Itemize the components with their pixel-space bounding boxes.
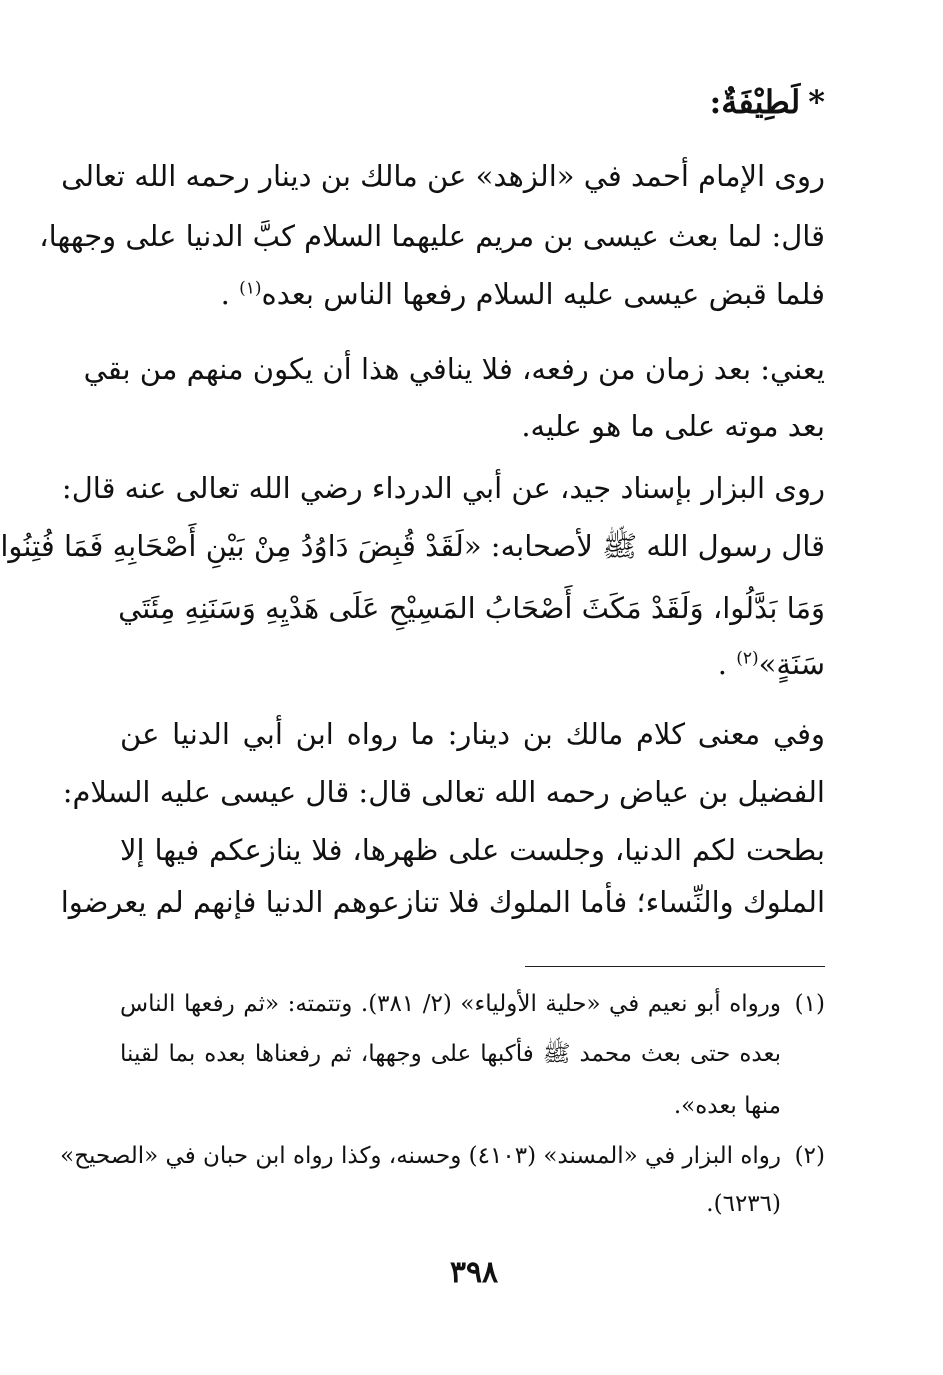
body-line: يعني: بعد زمان من رفعه، فلا ينافي هذا أن يكون منهم من بقي <box>83 352 825 386</box>
body-line: بعد موته على ما هو عليه. <box>521 409 825 443</box>
footnote-ref-2[interactable]: (٢) <box>736 648 759 669</box>
sentence-period: . <box>717 647 728 681</box>
body-line: قال: لما بعث عيسى بن مريم عليهما السلام كبَّ الدنيا على وجهها، <box>39 219 825 253</box>
footnote-1-number: (١) <box>794 991 825 1017</box>
body-line <box>120 270 825 318</box>
body-line: قال رسول الله ﷺ لأصحابه: «لَقَدْ قُبِضَ دَاوُدُ مِنْ بَيْنِ أَصْحَابِهِ فَمَا فُتِنُوا <box>0 529 825 563</box>
body-line: وفي معنى كلام مالك بن دينار: ما رواه ابن أبي الدنيا عن <box>120 717 825 751</box>
body-line-text: فلما قبض عيسى عليه السلام رفعها الناس بعده <box>261 277 825 311</box>
footnote-1-line: منها بعده». <box>673 1093 781 1119</box>
page-number: ٣٩٨ <box>449 1255 499 1290</box>
body-line-text: سَنَةٍ» <box>758 647 825 681</box>
body-line: الملوك والنِّساء؛ فأما الملوك فلا تنازعوهم الدنيا فإنهم لم يعرضوا <box>60 885 825 919</box>
footnote-2-number: (٢) <box>794 1143 825 1169</box>
footnote-2-line <box>60 1138 825 1174</box>
body-line <box>120 640 825 688</box>
body-line: بطحت لكم الدنيا، وجلست على ظهرها، فلا ينازعكم فيها إلا <box>120 833 825 867</box>
footnote-1-line <box>120 986 825 1022</box>
footnote-2-line: (٦٢٣٦). <box>706 1191 781 1217</box>
heading-title: لَطِيْفَةٌ: <box>709 83 801 121</box>
body-line: روى البزار بإسناد جيد، عن أبي الدرداء رضي الله تعالى عنه قال: <box>61 471 825 505</box>
footnote-1-line: بعده حتى بعث محمد ﷺ فأكبها على وجهها، ثم رفعناها بعده بما لقينا <box>120 1041 781 1067</box>
body-line: الفضيل بن عياض رحمه الله تعالى قال: قال عيسى عليه السلام: <box>62 775 825 809</box>
section-heading <box>709 78 825 126</box>
star-bullet-icon: * <box>808 83 825 121</box>
footnote-separator <box>525 966 825 967</box>
footnote-ref-1[interactable]: (١) <box>239 278 262 299</box>
body-line: وَمَا بَدَّلُوا، وَلَقَدْ مَكَثَ أَصْحَابُ المَسِيْحِ عَلَى هَدْيِهِ وَسَنَنِهِ مِئَتَي <box>118 591 825 625</box>
sentence-period: . <box>220 277 230 311</box>
footnote-2-text: رواه البزار في «المسند» (٤١٠٣) وحسنه، وكذا رواه ابن حبان في «الصحيح» <box>60 1143 781 1169</box>
footnote-1-text: ورواه أبو نعيم في «حلية الأولياء» (٢/ ٣٨١). وتتمته: «ثم رفعها الناس <box>120 991 781 1017</box>
body-line: روى الإمام أحمد في «الزهد» عن مالك بن دينار رحمه الله تعالى <box>61 159 825 193</box>
